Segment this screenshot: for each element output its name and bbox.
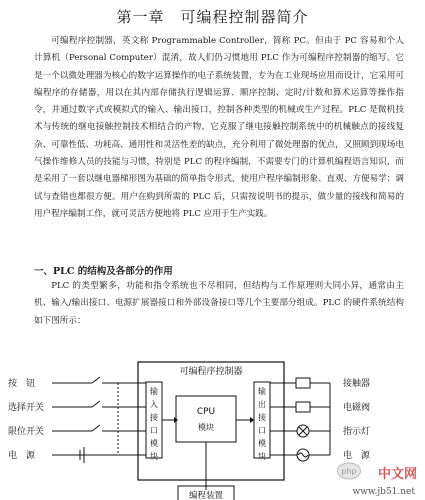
php-logo-icon — [337, 462, 361, 480]
output-wiring — [270, 383, 330, 455]
arrow-cpu-to-output — [236, 417, 254, 423]
input-label-button: 按 钮 — [8, 379, 36, 389]
ac-power-source-icon — [297, 449, 309, 461]
input-label-power: 电 源 — [8, 451, 36, 461]
plc-main-box-label: 可编程序控制器 — [179, 367, 243, 377]
plc-structure-diagram — [0, 350, 425, 500]
output-label-power: 电 源 — [343, 451, 371, 461]
intro-paragraph: 可编程序控制器，英文称 Programmable Controller，简称 PC。但由于 PC 容易和个人计算机（Personal Computer）混淆，故人们仍习惯地用 PLC 作为可编程序控制器的缩写。它是一个以微处理器为核心的数字运算操作的电子系统装置，专为在工业现场应用而设计，它采用可编程序的存储器，用以在其内部存储执行逻辑运算、顺序控制、定时/计数和算术运算等操作指令，并通过数字式或模拟式的输入、输出接口，控制各种类型的机械或生产过程。PLC 是微机技术与传统的继电接触控制技术相结合的产物，它克服了继电接触控制系统中的机械触点的接线复杂、可靠性低、功耗高、通用性和灵活性差的缺点，充分利用了微处理器的优点，又照顾到现场电气操作维修人员的技能与习惯，特别是 PLC 的程序编制，不需要专门的计算机编程语言知识，而是采用了一套以继电器梯形图为基础的简单指令形式，使用户程序编制形象、直观、方便易学；调试与查错也都很方便。用户在购到所需的 PLC 后，只需按说明书的提示，做少量的接线和简易的用户程序编制工作，就可灵活方便地将 PLC 应用于生产实践。 — [34, 36, 404, 219]
input-label-selector: 选择开关 — [8, 403, 45, 413]
cpu-label: CPU — [196, 407, 216, 417]
svg-text:php: php — [341, 467, 357, 476]
contactor-coil-icon — [296, 378, 310, 388]
cpu-sub-label: 模块 — [198, 423, 214, 432]
output-label-solenoid: 电磁阀 — [343, 403, 371, 413]
programmer-label: 编程装置 — [188, 491, 224, 500]
solenoid-valve-icon — [296, 402, 310, 412]
indicator-lamp-icon — [297, 425, 309, 437]
input-label-limit: 限位开关 — [8, 427, 45, 437]
input-wiring — [52, 377, 146, 455]
watermark-url: www.jb51.net — [352, 487, 415, 497]
watermark-brand: 中文网 — [377, 467, 417, 482]
section-paragraph: PLC 的类型繁多，功能和指令系统也不尽相同，但结构与工作原理则大同小异，通常由主机、输入/输出接口、电源扩展器接口和外部设备接口等几个主要部分组成。PLC 的硬件系统结构如下图所示： — [34, 281, 404, 326]
input-module-label: 输入接口模块 — [150, 387, 158, 461]
cpu-box — [176, 396, 236, 442]
section-heading: 一、PLC 的结构及各部分的作用 — [34, 266, 173, 277]
output-label-contactor: 接触器 — [343, 379, 371, 389]
output-label-lamp: 指示灯 — [343, 427, 371, 437]
page-title: 第一章 可编程控制器简介 — [116, 8, 309, 26]
output-module-label: 输出接口模块 — [258, 387, 266, 461]
